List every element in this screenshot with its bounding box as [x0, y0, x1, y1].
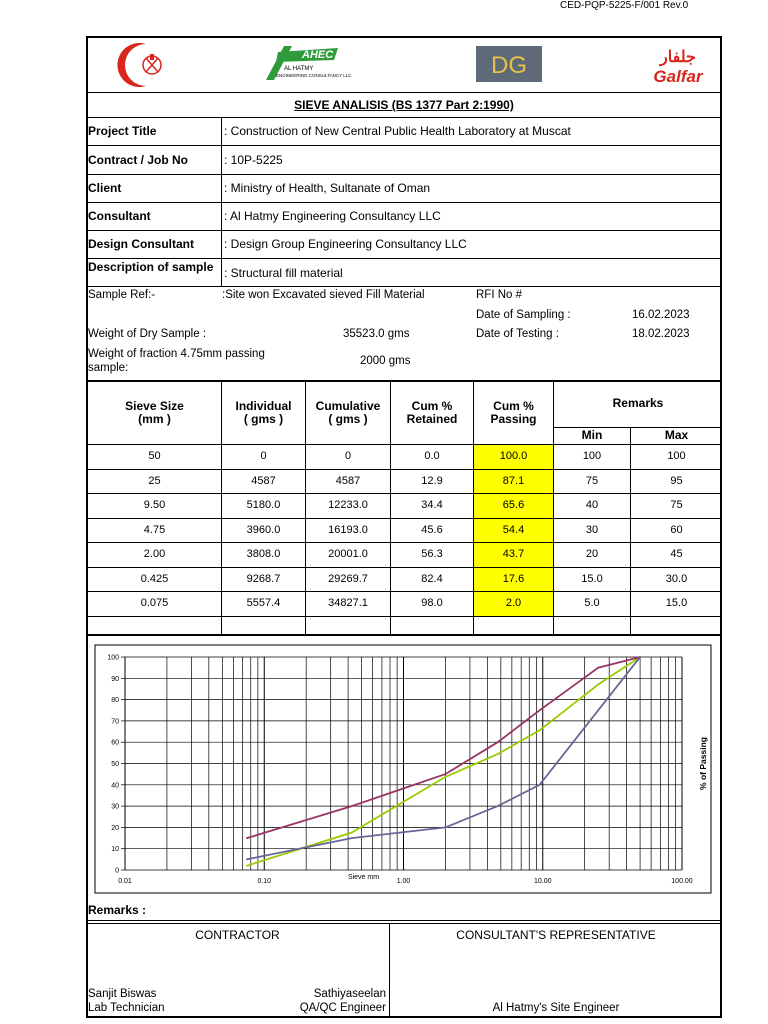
chart-point [497, 805, 499, 807]
cell-individual: 3808.0 [246, 548, 281, 560]
cell-individual: 5557.4 [246, 597, 281, 609]
cell-min: 40 [585, 499, 599, 511]
date-testing-label: Date of Testing : [476, 328, 559, 340]
grading-chart [86, 636, 722, 900]
cell-cumulative: 12233.0 [328, 499, 368, 511]
header-remarks: Remarks [612, 396, 664, 410]
chart-point [246, 858, 248, 860]
cell-retained: 34.4 [421, 499, 443, 511]
chart-point [351, 805, 353, 807]
project-title-label: Project Title [88, 124, 157, 138]
chart-point [351, 837, 353, 839]
cell-cumulative: 20001.0 [328, 548, 368, 560]
chart-point [597, 667, 599, 669]
cell-passing: 17.6 [502, 573, 525, 585]
date-sampling-label: Date of Sampling : [476, 309, 571, 321]
cell-sieve: 9.50 [143, 499, 166, 511]
description-label: Description of sample [88, 260, 214, 274]
consultant-label: Consultant [88, 209, 151, 223]
cell-min: 100 [582, 450, 602, 462]
chart-xtick-label: 0.10 [257, 878, 272, 885]
document-reference: CED-PQP-5225-F/001 Rev.0 [560, 0, 689, 11]
chart-ytick-label: 50 [111, 761, 119, 768]
cell-cumulative: 34827.1 [328, 597, 368, 609]
chart-point [539, 729, 541, 731]
cell-min: 75 [585, 475, 599, 487]
date-sampling-value: 16.02.2023 [632, 309, 690, 321]
galfar-logo [648, 44, 708, 88]
remarks-label: Remarks : [88, 903, 147, 917]
dry-sample-value: 35523.0 gms [343, 328, 410, 340]
cell-max: 60 [670, 524, 683, 536]
design-consultant-label: Design Consultant [88, 237, 195, 251]
signatory-role-1: Lab Technician [88, 1002, 165, 1014]
fraction-value: 2000 gms [360, 355, 411, 367]
chart-point [445, 773, 447, 775]
chart-xtick-label: 100.00 [671, 878, 693, 885]
description-value: : Structural fill material [224, 266, 343, 280]
galfar-logo-text: Galfar [653, 67, 703, 86]
consultant-value: : Al Hatmy Engineering Consultancy LLC [224, 209, 441, 223]
consultant-heading: CONSULTANT'S REPRESENTATIVE [456, 928, 656, 942]
header-cum-retained: Cum % Retained [406, 399, 458, 426]
cell-individual: 0 [260, 450, 267, 462]
cell-min: 30 [585, 524, 599, 536]
ahec-logo-sub1: AL HATMY [284, 66, 314, 72]
chart-point [246, 837, 248, 839]
cell-cumulative: 16193.0 [328, 524, 368, 536]
chart-point [246, 865, 248, 867]
cell-passing: 43.7 [502, 548, 525, 560]
chart-ytick-label: 30 [111, 803, 119, 811]
chart-ytick-label: 60 [111, 739, 119, 747]
fraction-label-2: sample: [88, 362, 129, 374]
chart-ytick-label: 40 [111, 782, 119, 790]
chart-xtick-label: 0.01 [118, 878, 132, 885]
signatory-name-1: Sanjit Biswas [88, 988, 157, 1000]
cell-max: 15.0 [665, 597, 688, 609]
fraction-label-1: Weight of fraction 4.75mm passing [88, 348, 265, 360]
chart-xtick-label: 1.00 [396, 878, 411, 885]
form-title: SIEVE ANALISIS (BS 1377 Part 2:1990) [294, 98, 514, 112]
chart-ytick-label: 80 [111, 697, 119, 705]
sample-ref-label: Sample Ref:- [88, 289, 156, 301]
cell-max: 100 [667, 450, 686, 462]
cell-min: 20 [585, 548, 599, 560]
cell-passing: 100.0 [499, 450, 528, 462]
cell-cumulative: 0 [344, 450, 352, 462]
client-label: Client [88, 181, 122, 195]
chart-ytick-label: 20 [111, 824, 119, 832]
chart-point [539, 784, 541, 786]
galfar-logo-arabic: جلفار [660, 49, 696, 66]
cell-sieve: 4.75 [143, 524, 166, 536]
chart-ytick-label: 0 [115, 867, 119, 875]
ahec-logo [262, 42, 362, 84]
cell-sieve: 0.075 [140, 597, 169, 609]
chart-xlabel: Sieve mm [347, 874, 380, 881]
chart-point [539, 709, 541, 711]
chart-point [497, 753, 499, 755]
chart-point [445, 827, 447, 829]
chart-ytick-label: 70 [111, 718, 119, 726]
date-testing-value: 18.02.2023 [632, 328, 690, 340]
cell-min: 5.0 [584, 597, 600, 609]
chart-point [597, 709, 599, 711]
header-max: Max [664, 428, 689, 442]
chart-ytick-label: 100 [107, 654, 119, 662]
header-cumulative: Cumulative ( gms ) [315, 399, 381, 426]
cell-retained: 45.6 [421, 524, 443, 536]
cell-retained: 0.0 [424, 450, 440, 462]
dry-sample-label: Weight of Dry Sample : [88, 328, 207, 340]
cell-retained: 56.3 [421, 548, 443, 560]
contract-value: : 10P-5225 [224, 153, 283, 167]
cell-passing: 65.6 [502, 499, 525, 511]
cell-retained: 12.9 [421, 475, 443, 487]
design-consultant-value: : Design Group Engineering Consultancy LLC [224, 237, 467, 251]
chart-ytick-label: 90 [111, 675, 119, 683]
header-sieve-size: Sieve Size (mm ) [125, 399, 184, 426]
header-cum-passing: Cum % Passing [490, 399, 537, 426]
cell-passing: 54.4 [502, 524, 525, 536]
cell-max: 45 [670, 548, 683, 560]
cell-retained: 82.4 [421, 573, 443, 585]
rfi-label: RFI No # [476, 289, 523, 301]
dg-logo [476, 46, 542, 82]
cell-individual: 5180.0 [246, 499, 281, 511]
signatory-name-2: Sathiyaseelan [313, 988, 386, 1000]
chart-ytick-label: 10 [111, 846, 119, 854]
cell-max: 30.0 [665, 573, 688, 585]
cell-sieve: 25 [148, 475, 161, 487]
cell-passing: 2.0 [505, 597, 522, 609]
cell-individual: 3960.0 [246, 524, 281, 536]
chart-point [497, 741, 499, 743]
contract-label: Contract / Job No [88, 153, 189, 167]
cell-cumulative: 29269.7 [328, 573, 368, 585]
chart-point [639, 656, 641, 658]
grading-chart-svg [86, 636, 722, 900]
project-title-value: : Construction of New Central Public Health Laboratory at Muscat [224, 124, 571, 138]
cell-sieve: 50 [148, 450, 161, 462]
signatory-role-3: Al Hatmy's Site Engineer [492, 1002, 620, 1014]
cell-individual: 9268.7 [246, 573, 281, 585]
client-value: : Ministry of Health, Sultanate of Oman [224, 181, 431, 195]
cell-individual: 4587 [251, 475, 276, 487]
cell-sieve: 0.425 [140, 573, 169, 585]
dg-logo-text: DG [491, 52, 527, 79]
chart-point [351, 832, 353, 834]
chart-xtick-label: 10.00 [533, 878, 552, 885]
signatory-role-2: QA/QC Engineer [299, 1002, 386, 1014]
header-min: Min [581, 428, 603, 442]
moh-logo [116, 40, 172, 90]
cell-passing: 87.1 [502, 475, 525, 487]
ahec-logo-sub2: ENGINEERING CONSULTANCY LLC [276, 73, 352, 78]
cell-sieve: 2.00 [143, 548, 166, 560]
chart-ylabel: % of Passing [698, 737, 708, 790]
cell-cumulative: 4587 [335, 475, 361, 487]
chart-point [597, 684, 599, 686]
cell-max: 75 [670, 499, 683, 511]
header-individual: Individual ( gms ) [235, 399, 292, 426]
cell-max: 95 [670, 475, 683, 487]
contractor-heading: CONTRACTOR [195, 928, 280, 942]
sample-ref-value: :Site won Excavated sieved Fill Material [222, 289, 425, 301]
chart-point [445, 776, 447, 778]
cell-min: 15.0 [581, 573, 603, 585]
cell-retained: 98.0 [421, 597, 443, 609]
ahec-logo-text: AHEC [302, 49, 334, 61]
